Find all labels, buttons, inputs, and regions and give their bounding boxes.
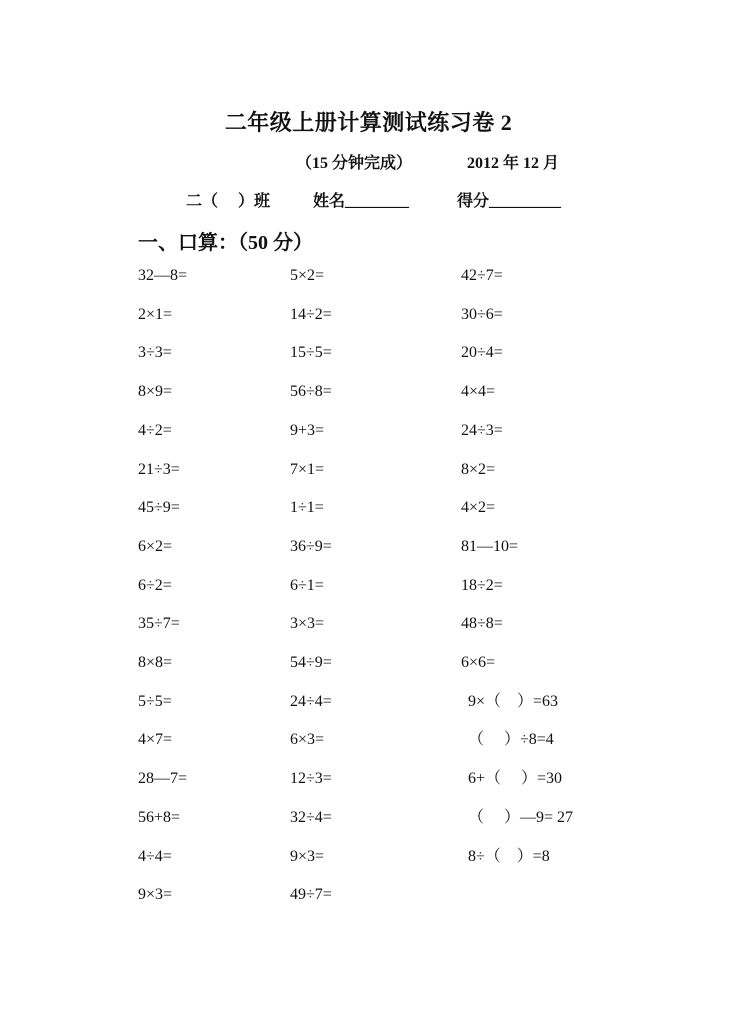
time-limit-note: （15 分钟完成）: [296, 155, 413, 172]
worksheet-date: 2012 年 12 月: [467, 155, 560, 172]
math-problem: 56÷8=: [290, 383, 332, 400]
math-problem: 6×2=: [138, 538, 173, 555]
problem-row: [0, 458, 737, 482]
math-problem: 6÷1=: [290, 577, 324, 594]
problem-row: [0, 845, 737, 869]
problem-row: [0, 303, 737, 327]
math-problem: （ ）—9= 27: [468, 809, 574, 826]
problem-row: [0, 690, 737, 714]
math-problem: 49÷7=: [290, 886, 332, 903]
math-problem: （ ）÷8=4: [468, 731, 554, 748]
math-problem: 20÷4=: [461, 344, 503, 361]
math-problem: 18÷2=: [461, 577, 503, 594]
math-problem: 6×6=: [461, 654, 496, 671]
math-problem: 8÷（ ）=8: [468, 848, 550, 865]
math-problem: 45÷9=: [138, 499, 180, 516]
problem-row: [0, 767, 737, 791]
math-problem: 8×8=: [138, 654, 173, 671]
math-problem: 81—10=: [461, 538, 519, 555]
math-problem: 7×1=: [290, 461, 325, 478]
problem-row: [0, 496, 737, 520]
problem-row: [0, 535, 737, 559]
problem-row: [0, 728, 737, 752]
math-problem: 54÷9=: [290, 654, 332, 671]
problem-row: [0, 612, 737, 636]
math-problem: 32÷4=: [290, 809, 332, 826]
problem-row: [0, 341, 737, 365]
math-problem: 5×2=: [290, 267, 325, 284]
problem-row: [0, 264, 737, 288]
math-problem: 42÷7=: [461, 267, 503, 284]
problem-grid: [0, 264, 737, 964]
math-problem: 8×9=: [138, 383, 173, 400]
math-problem: 6÷2=: [138, 577, 172, 594]
problem-row: [0, 806, 737, 830]
math-problem: 3×3=: [290, 615, 325, 632]
math-problem: 4÷2=: [138, 422, 172, 439]
math-problem: 5÷5=: [138, 693, 172, 710]
section-heading: 一、口算：（50 分）: [138, 232, 313, 254]
math-problem: 9×3=: [290, 848, 325, 865]
problem-row: [0, 380, 737, 404]
problem-row: [0, 883, 737, 907]
name-field: 姓名________: [313, 193, 410, 210]
math-problem: 24÷3=: [461, 422, 503, 439]
math-problem: 24÷4=: [290, 693, 332, 710]
math-problem: 3÷3=: [138, 344, 172, 361]
math-problem: 21÷3=: [138, 461, 180, 478]
math-problem: 9×3=: [138, 886, 173, 903]
class-field: 二（ ）班: [186, 193, 271, 210]
math-problem: 56+8=: [138, 809, 181, 826]
math-problem: 4÷4=: [138, 848, 172, 865]
math-problem: 14÷2=: [290, 306, 332, 323]
math-problem: 32—8=: [138, 267, 188, 284]
math-problem: 35÷7=: [138, 615, 180, 632]
math-problem: 4×2=: [461, 499, 496, 516]
math-problem: 12÷3=: [290, 770, 332, 787]
math-problem: 9×（ ）=63: [468, 693, 559, 710]
math-problem: 6+（ ）=30: [468, 770, 563, 787]
math-problem: 30÷6=: [461, 306, 503, 323]
math-problem: 9+3=: [290, 422, 325, 439]
math-problem: 1÷1=: [290, 499, 324, 516]
problem-row: [0, 651, 737, 675]
math-problem: 2×1=: [138, 306, 173, 323]
problem-row: [0, 419, 737, 443]
math-problem: 4×7=: [138, 731, 173, 748]
math-problem: 15÷5=: [290, 344, 332, 361]
score-field: 得分_________: [457, 193, 562, 210]
math-problem: 36÷9=: [290, 538, 332, 555]
problem-row: [0, 574, 737, 598]
math-problem: 8×2=: [461, 461, 496, 478]
math-problem: 48÷8=: [461, 615, 503, 632]
worksheet-title: 二年级上册计算测试练习卷 2: [224, 110, 513, 135]
math-problem: 6×3=: [290, 731, 325, 748]
math-problem: 4×4=: [461, 383, 496, 400]
math-problem: 28—7=: [138, 770, 188, 787]
